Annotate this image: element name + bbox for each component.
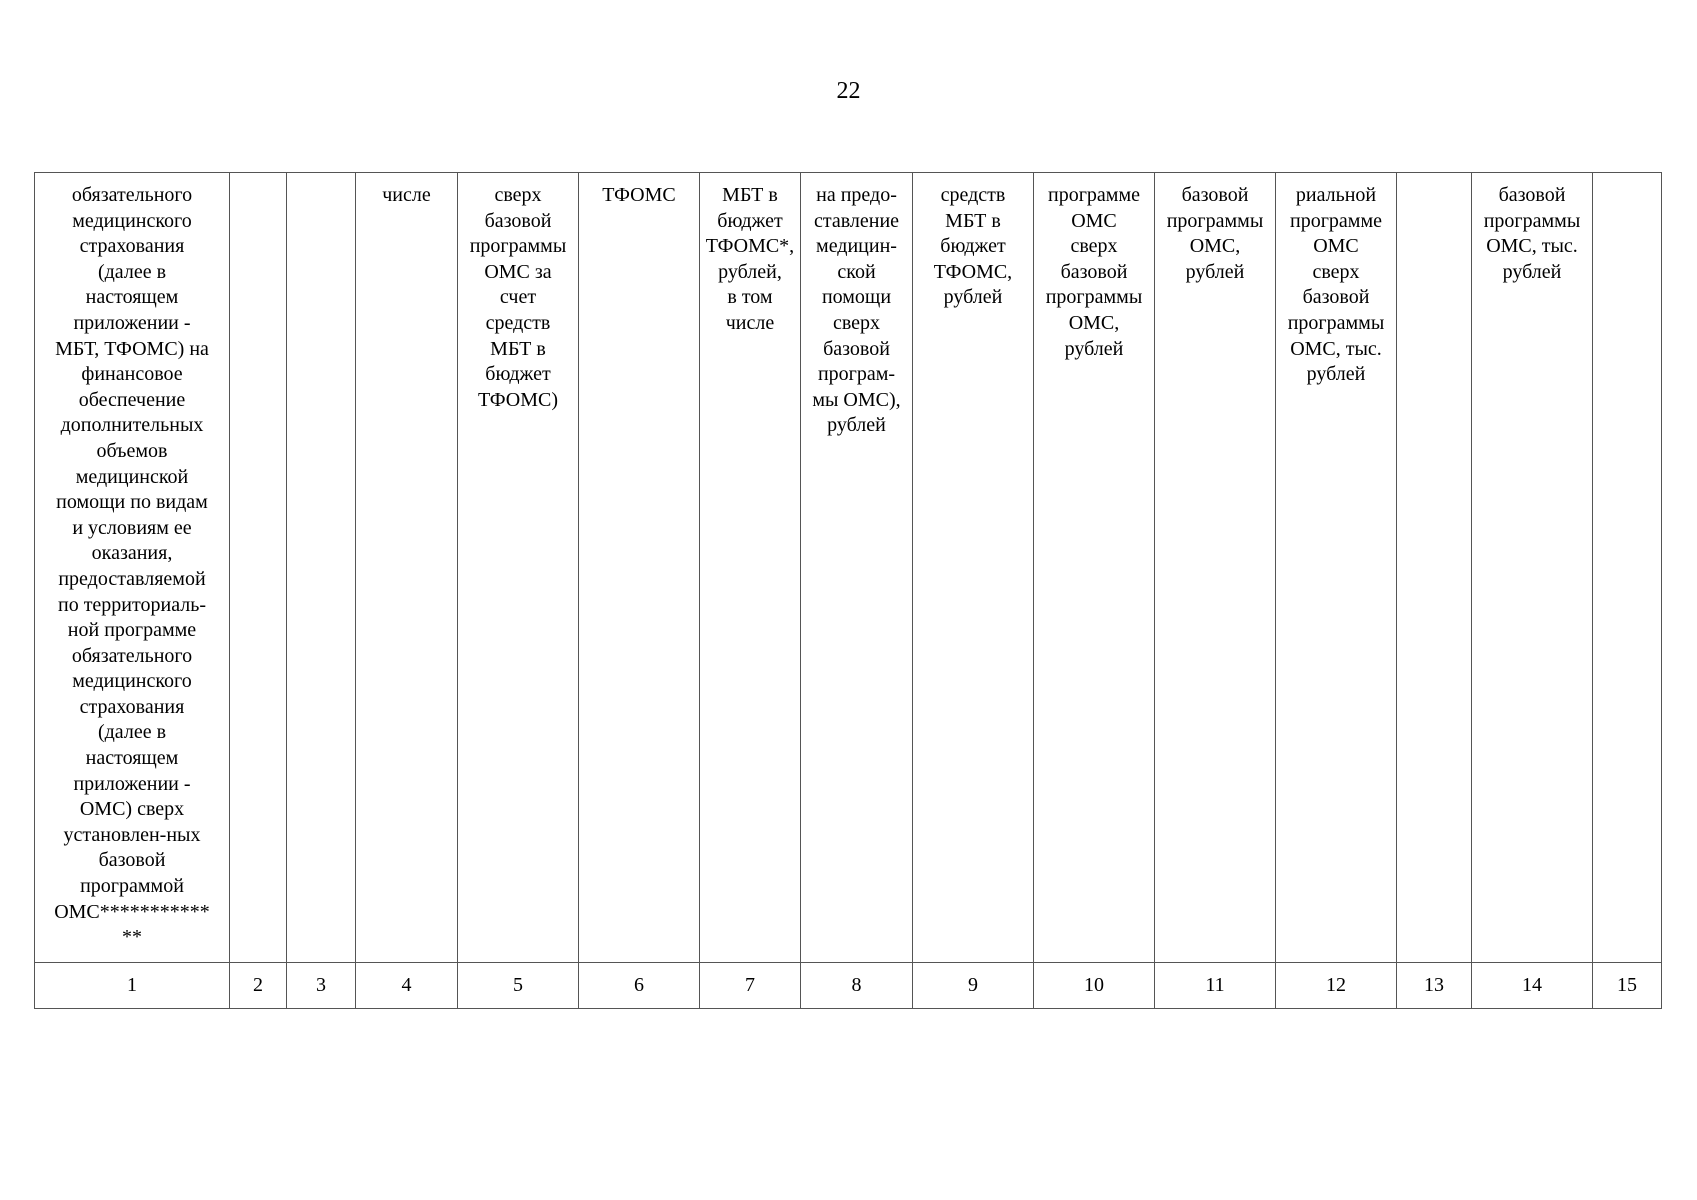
- header-cell-11: базовой программы ОМС, рублей: [1155, 173, 1276, 963]
- column-number-5: 5: [458, 963, 579, 1009]
- table-header-row: [35, 173, 1662, 963]
- header-cell-10: программе ОМС сверх базовой программы ОМС, рублей: [1034, 173, 1155, 963]
- column-number-9: 9: [913, 963, 1034, 1009]
- header-cell-5: сверх базовой программы ОМС за счет средств МБТ в бюджет ТФОМС): [458, 173, 579, 963]
- column-number-13: 13: [1397, 963, 1472, 1009]
- page-number: 22: [836, 78, 861, 104]
- header-cell-6: ТФОМС: [579, 173, 700, 963]
- header-cell-8: на предо- ставление медицин- ской помощи сверх базовой програм- мы ОМС), рублей: [801, 173, 913, 963]
- data-table: [34, 172, 1662, 1009]
- header-cell-3: [287, 173, 356, 963]
- header-cell-9: средств МБТ в бюджет ТФОМС, рублей: [913, 173, 1034, 963]
- column-number-8: 8: [801, 963, 913, 1009]
- column-number-7: 7: [700, 963, 801, 1009]
- column-number-10: 10: [1034, 963, 1155, 1009]
- column-number-14: 14: [1472, 963, 1593, 1009]
- header-cell-7: МБТ в бюджет ТФОМС*, рублей, в том числе: [700, 173, 801, 963]
- column-number-12: 12: [1276, 963, 1397, 1009]
- header-cell-13: [1397, 173, 1472, 963]
- header-cell-2: [230, 173, 287, 963]
- column-number-15: 15: [1593, 963, 1662, 1009]
- header-cell-12: риальной программе ОМС сверх базовой программы ОМС, тыс. рублей: [1276, 173, 1397, 963]
- header-cell-15: [1593, 173, 1662, 963]
- column-number-4: 4: [356, 963, 458, 1009]
- column-number-3: 3: [287, 963, 356, 1009]
- column-number-1: 1: [35, 963, 230, 1009]
- header-cell-1: обязательного медицинского страхования (далее в настоящем приложении - МБТ, ТФОМС) на финансовое обеспечение дополнительных объемов медицинской помощи по видам и условиям ее оказания, предоставляемой по территориаль- ной программе обязательного медицинского страхования (далее в настоящем приложении - ОМС) сверх установлен-ных базовой программой ОМС*********** **: [35, 173, 230, 963]
- column-number-6: 6: [579, 963, 700, 1009]
- column-number-11: 11: [1155, 963, 1276, 1009]
- header-cell-14: базовой программы ОМС, тыс. рублей: [1472, 173, 1593, 963]
- column-number-row: [35, 963, 1662, 1009]
- column-number-2: 2: [230, 963, 287, 1009]
- header-cell-4: числе: [356, 173, 458, 963]
